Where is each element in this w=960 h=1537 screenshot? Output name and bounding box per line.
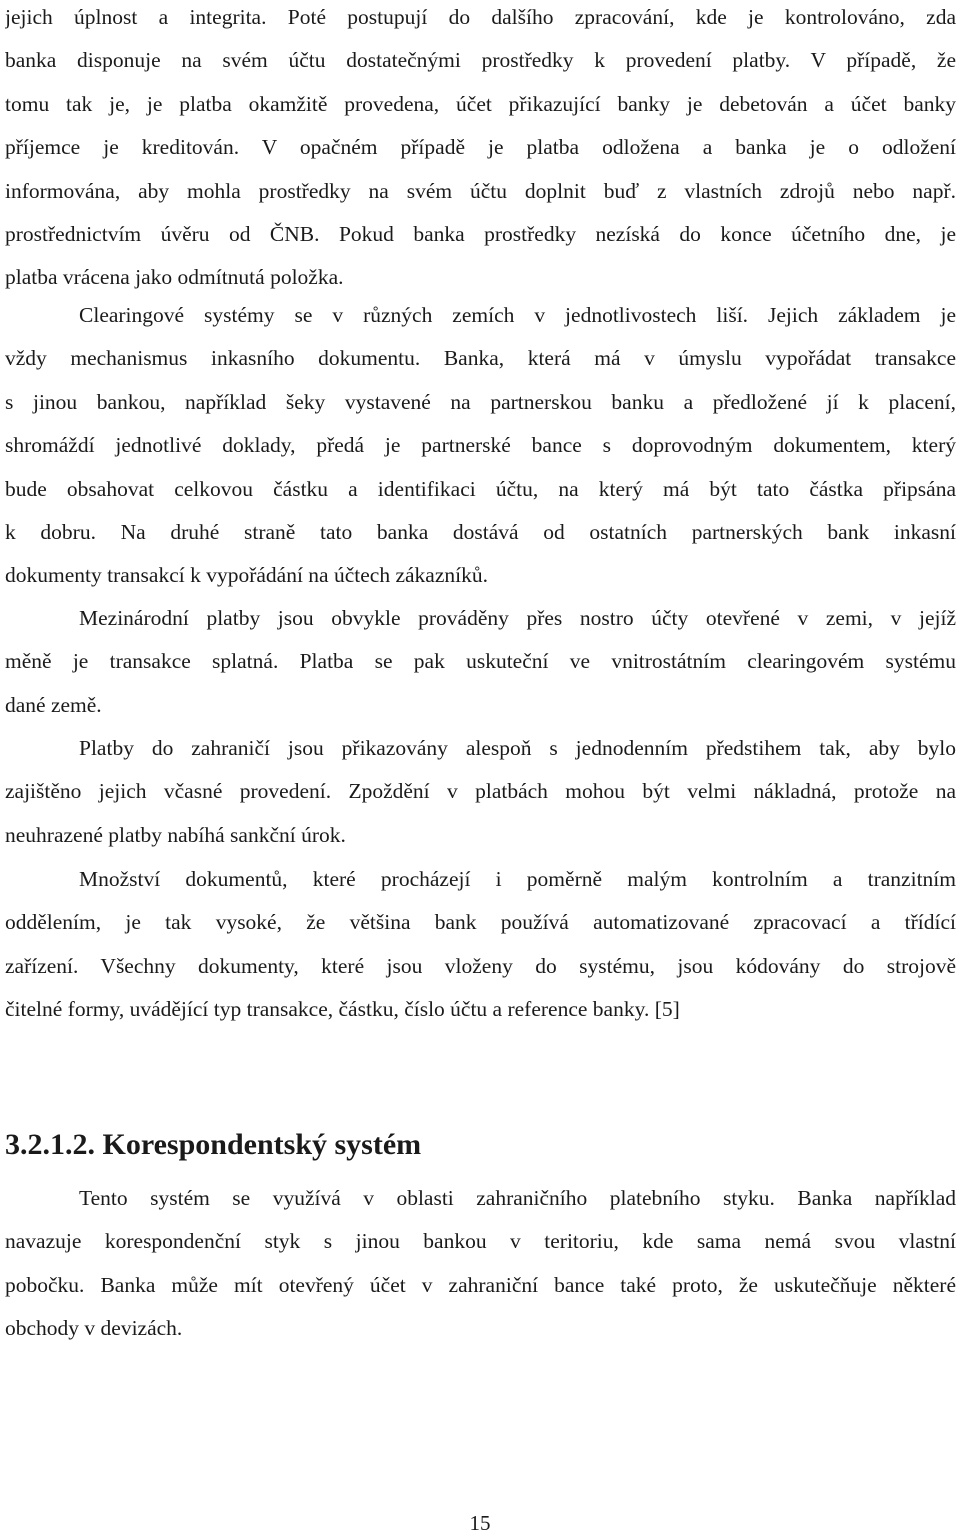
paragraph-5 [5,858,956,1032]
text-line: pobočku. Banka může mít otevřený účet v zahraniční bance také proto, že uskutečňuje některé [5,1272,956,1297]
page-number: 15 [469,1511,491,1535]
text-line: prostřednictvím úvěru od ČNB. Pokud banka prostředky nezíská do konce účetního dne, je [5,222,956,247]
text-line: zajištěno jejich včasné provedení. Zpoždění v platbách mohou být velmi nákladná, protože na [5,779,956,804]
text-line: navazuje korespondenční styk s jinou bankou v teritoriu, kde sama nemá svou vlastní [5,1229,956,1254]
text-line: Tento systém se využívá v oblasti zahraničního platebního styku. Banka například [79,1186,956,1210]
paragraph-3 [5,597,956,727]
text-line: bude obsahovat celkovou částku a identifikaci účtu, na který má být tato částka připsána [5,476,956,501]
text-line: vždy mechanismus inkasního dokumentu. Banka, která má v úmyslu vypořádat transakce [5,346,956,371]
text-line: měně je transakce splatná. Platba se pak uskuteční ve vnitrostátním clearingovém systému [5,649,956,674]
paragraph-4 [5,727,956,857]
paragraph-2 [5,294,956,598]
text-line: k dobru. Na druhé straně tato banka dostává od ostatních partnerských bank inkasní [5,520,956,545]
text-line: jejich úplnost a integrita. Poté postupují do dalšího zpracování, kde je kontrolováno, zda [5,5,956,29]
text-line: příjemce je kreditován. V opačném případě je platba odložena a banka je o odložení [5,135,956,160]
section-heading: 3.2.1.2. Korespondentský systém [5,1128,422,1161]
text-line: Platby do zahraničí jsou přikazovány alespoň s jednodenním předstihem tak, aby bylo [79,736,956,760]
text-line: Množství dokumentů, které procházejí i poměrně malým kontrolním a tranzitním [79,867,956,891]
text-line: shromáždí jednotlivé doklady, předá je partnerské bance s doprovodným dokumentem, který [5,433,956,458]
text-line: informována, aby mohla prostředky na svém účtu doplnit buď z vlastních zdrojů nebo např. [5,178,956,203]
text-line: Mezinárodní platby jsou obvykle prováděny přes nostro účty otevřené v zemi, v jejíž [79,606,956,630]
text-line: oddělením, je tak vysoké, že většina bank používá automatizované zpracovací a třídící [5,910,956,935]
text-line: zařízení. Všechny dokumenty, které jsou vloženy do systému, jsou kódovány do strojově [5,953,956,978]
text-line: dané země. [5,692,102,717]
text-line: obchody v devizách. [5,1316,183,1341]
text-line: neuhrazené platby nabíhá sankční úrok. [5,822,346,847]
paragraph-after-heading [5,1177,956,1351]
paragraph-1 [5,0,956,300]
text-line: čitelné formy, uvádějící typ transakce, částku, číslo účtu a reference banky. [5] [5,997,680,1022]
text-line: s jinou bankou, například šeky vystavené na partnerskou banku a předložené jí k placení, [5,389,956,414]
text-line: tomu tak je, je platba okamžitě provedena, účet přikazující banky je debetován a účet banky [5,91,956,116]
text-line: Clearingové systémy se v různých zemích v jednotlivostech liší. Jejich základem je [79,303,956,327]
text-line: platba vrácena jako odmítnutá položka. [5,265,344,290]
text-line: dokumenty transakcí k vypořádání na účtech zákazníků. [5,563,488,588]
text-line: banka disponuje na svém účtu dostatečnými prostředky k provedení platby. V případě, že [5,48,956,73]
